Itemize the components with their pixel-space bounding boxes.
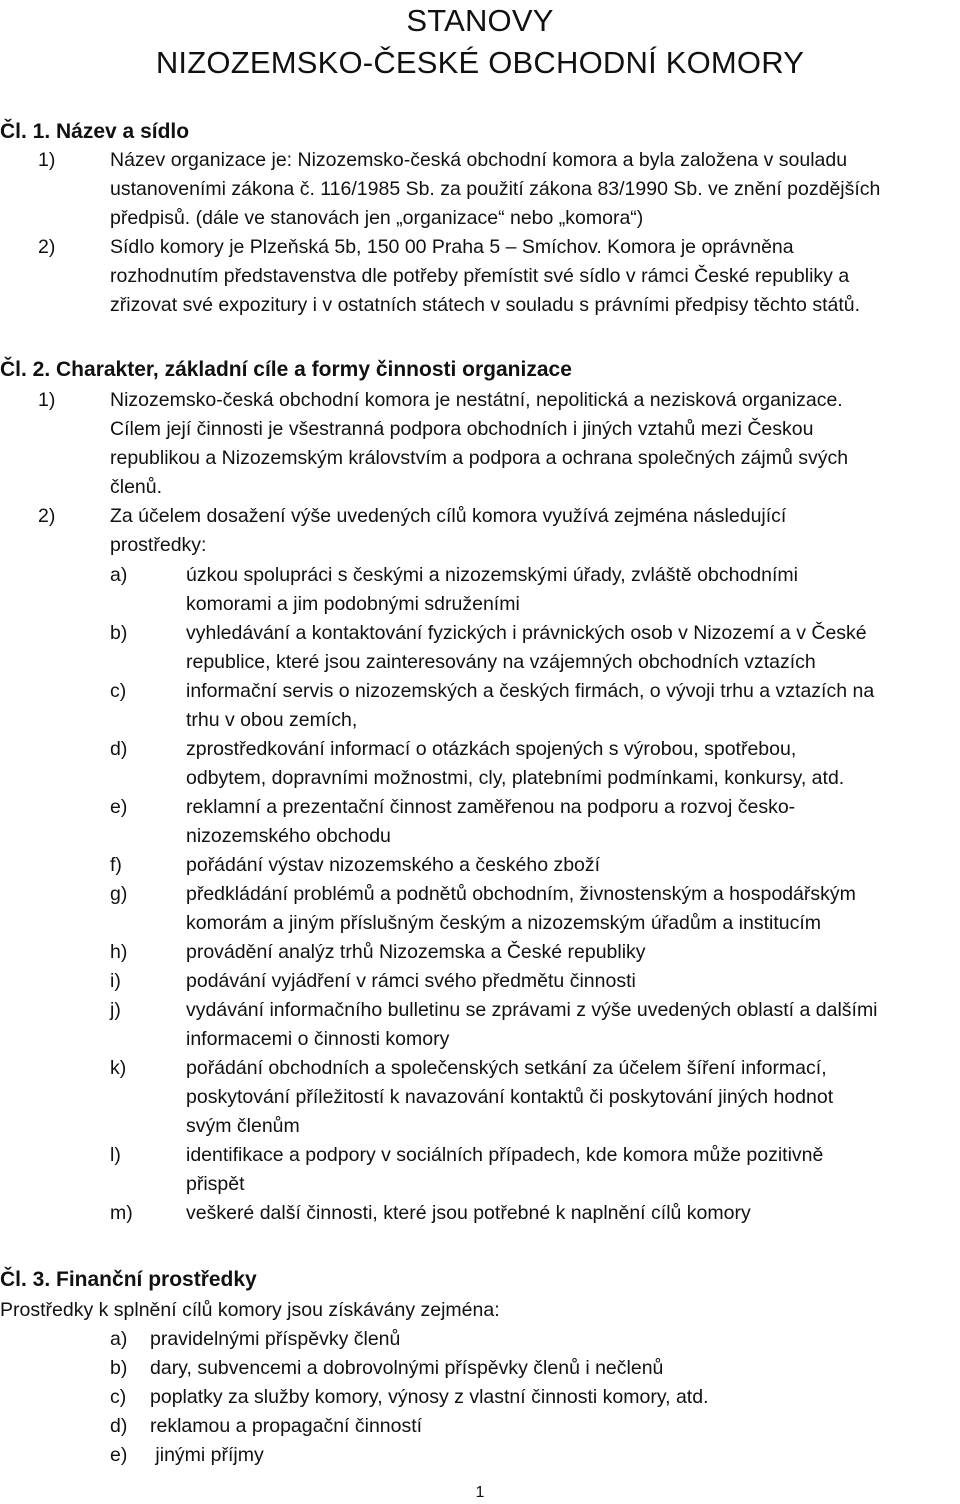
list-item-line: podávání vyjádření v rámci svého předmětu činnosti	[186, 970, 636, 992]
list-item-label: c)	[110, 1386, 127, 1408]
list-item-label: i)	[110, 970, 121, 992]
list-item-line: reklamní a prezentační činnost zaměřenou na podporu a rozvoj česko-	[186, 796, 796, 818]
numbered-item-line: rozhodnutím představenstva dle potřeby přemístit své sídlo v rámci České republiky a	[110, 265, 850, 287]
article-2-heading: Čl. 2. Charakter, základní cíle a formy činnosti organizace	[0, 358, 572, 381]
list-item-label: e)	[110, 796, 128, 818]
list-item-line: informacemi o činnosti komory	[186, 1028, 450, 1050]
list-item-line: trhu v obou zemích,	[186, 709, 358, 731]
list-item-line: předkládání problémů a podnětů obchodním, živnostenským a hospodářským	[186, 883, 856, 905]
article-3-intro: Prostředky k splnění cílů komory jsou získávány zejména:	[0, 1299, 500, 1321]
list-item-line: republice, které jsou zainteresovány na vzájemných obchodních vztazích	[186, 651, 816, 673]
list-item-label: b)	[110, 622, 128, 644]
list-item-label: h)	[110, 941, 128, 963]
list-item-text: jinými příjmy	[150, 1444, 264, 1466]
list-item-line: úzkou spolupráci s českými a nizozemskými úřady, zvláště obchodními	[186, 564, 798, 586]
numbered-item-label: 1)	[38, 389, 56, 411]
list-item-label: m)	[110, 1202, 133, 1224]
list-item-line: pořádání výstav nizozemského a českého zboží	[186, 854, 601, 876]
list-item-line: odbytem, dopravními možnostmi, cly, platebními podmínkami, konkursy, atd.	[186, 767, 845, 789]
list-item-line: přispět	[186, 1173, 245, 1195]
list-item-text: dary, subvencemi a dobrovolnými příspěvky členů i nečlenů	[150, 1357, 664, 1379]
numbered-item-line: Cílem její činnosti je všestranná podpora obchodních i jiných vztahů mezi Českou	[110, 418, 814, 440]
numbered-item-line: prostředky:	[110, 534, 207, 556]
numbered-item-label: 2)	[38, 505, 56, 527]
numbered-item-line: Nizozemsko-česká obchodní komora je nestátní, nepolitická a nezisková organizace.	[110, 389, 843, 411]
list-item-line: pořádání obchodních a společenských setkání za účelem šíření informací,	[186, 1057, 827, 1079]
numbered-item-line: Název organizace je: Nizozemsko-česká obchodní komora a byla založena v souladu	[110, 149, 848, 171]
list-item-label: c)	[110, 680, 127, 702]
list-item-text: pravidelnými příspěvky členů	[150, 1328, 401, 1350]
list-item-label: b)	[110, 1357, 128, 1379]
numbered-item-label: 1)	[38, 149, 56, 171]
list-item-label: d)	[110, 738, 128, 760]
list-item-line: nizozemského obchodu	[186, 825, 391, 847]
list-item-line: vydávání informačního bulletinu se zprávami z výše uvedených oblastí a dalšími	[186, 999, 878, 1021]
numbered-item-line: republikou a Nizozemským královstvím a podpora a ochrana společných zájmů svých	[110, 447, 849, 469]
numbered-item-line: ustanoveními zákona č. 116/1985 Sb. za použití zákona 83/1990 Sb. ve znění pozdějších	[110, 178, 881, 200]
article-3-heading: Čl. 3. Finanční prostředky	[0, 1268, 257, 1291]
numbered-item-label: 2)	[38, 236, 56, 258]
list-item-line: informační servis o nizozemských a českých firmách, o vývoji trhu a vztazích na	[186, 680, 875, 702]
list-item-line: komorám a jiným příslušným českým a nizozemským úřadům a institucím	[186, 912, 821, 934]
list-item-line: svým členům	[186, 1115, 300, 1137]
list-item-line: identifikace a podpory v sociálních případech, kde komora může pozitivně	[186, 1144, 824, 1166]
list-item-label: l)	[110, 1144, 121, 1166]
numbered-item-line: členů.	[110, 476, 163, 498]
list-item-label: f)	[110, 854, 122, 876]
page-number: 1	[475, 1484, 485, 1501]
list-item-text: reklamou a propagační činností	[150, 1415, 423, 1437]
list-item-label: j)	[110, 999, 121, 1021]
list-item-label: a)	[110, 564, 128, 586]
list-item-line: komorami a jim podobnými sdruženími	[186, 593, 520, 615]
list-item-label: k)	[110, 1057, 127, 1079]
list-item-line: veškeré další činnosti, které jsou potřebné k naplnění cílů komory	[186, 1202, 751, 1224]
list-item-line: poskytování příležitostí k navazování kontaktů či poskytování jiných hodnot	[186, 1086, 834, 1108]
document-title-line-2: NIZOZEMSKO-ČESKÉ OBCHODNÍ KOMORY	[155, 45, 805, 80]
numbered-item-line: zřizovat své expozitury i v ostatních státech v souladu s právními předpisy těchto států.	[110, 294, 861, 316]
document-title-line-1: STANOVY	[406, 3, 554, 38]
list-item-label: a)	[110, 1328, 128, 1350]
list-item-text: poplatky za služby komory, výnosy z vlastní činnosti komory, atd.	[150, 1386, 709, 1408]
list-item-line: vyhledávání a kontaktování fyzických i právnických osob v Nizozemí a v České	[186, 622, 867, 644]
article-1-heading: Čl. 1. Název a sídlo	[0, 120, 190, 143]
numbered-item-line: předpisů. (dále ve stanovách jen „organizace“ nebo „komora“)	[110, 207, 644, 229]
list-item-label: d)	[110, 1415, 128, 1437]
numbered-item-line: Sídlo komory je Plzeňská 5b, 150 00 Praha 5 – Smíchov. Komora je oprávněna	[110, 236, 794, 258]
list-item-line: zprostředkování informací o otázkách spojených s výrobou, spotřebou,	[186, 738, 797, 760]
numbered-item-line: Za účelem dosažení výše uvedených cílů komora využívá zejména následující	[110, 505, 787, 527]
list-item-line: provádění analýz trhů Nizozemska a České republiky	[186, 941, 646, 963]
list-item-label: g)	[110, 883, 128, 905]
list-item-label: e)	[110, 1444, 128, 1466]
